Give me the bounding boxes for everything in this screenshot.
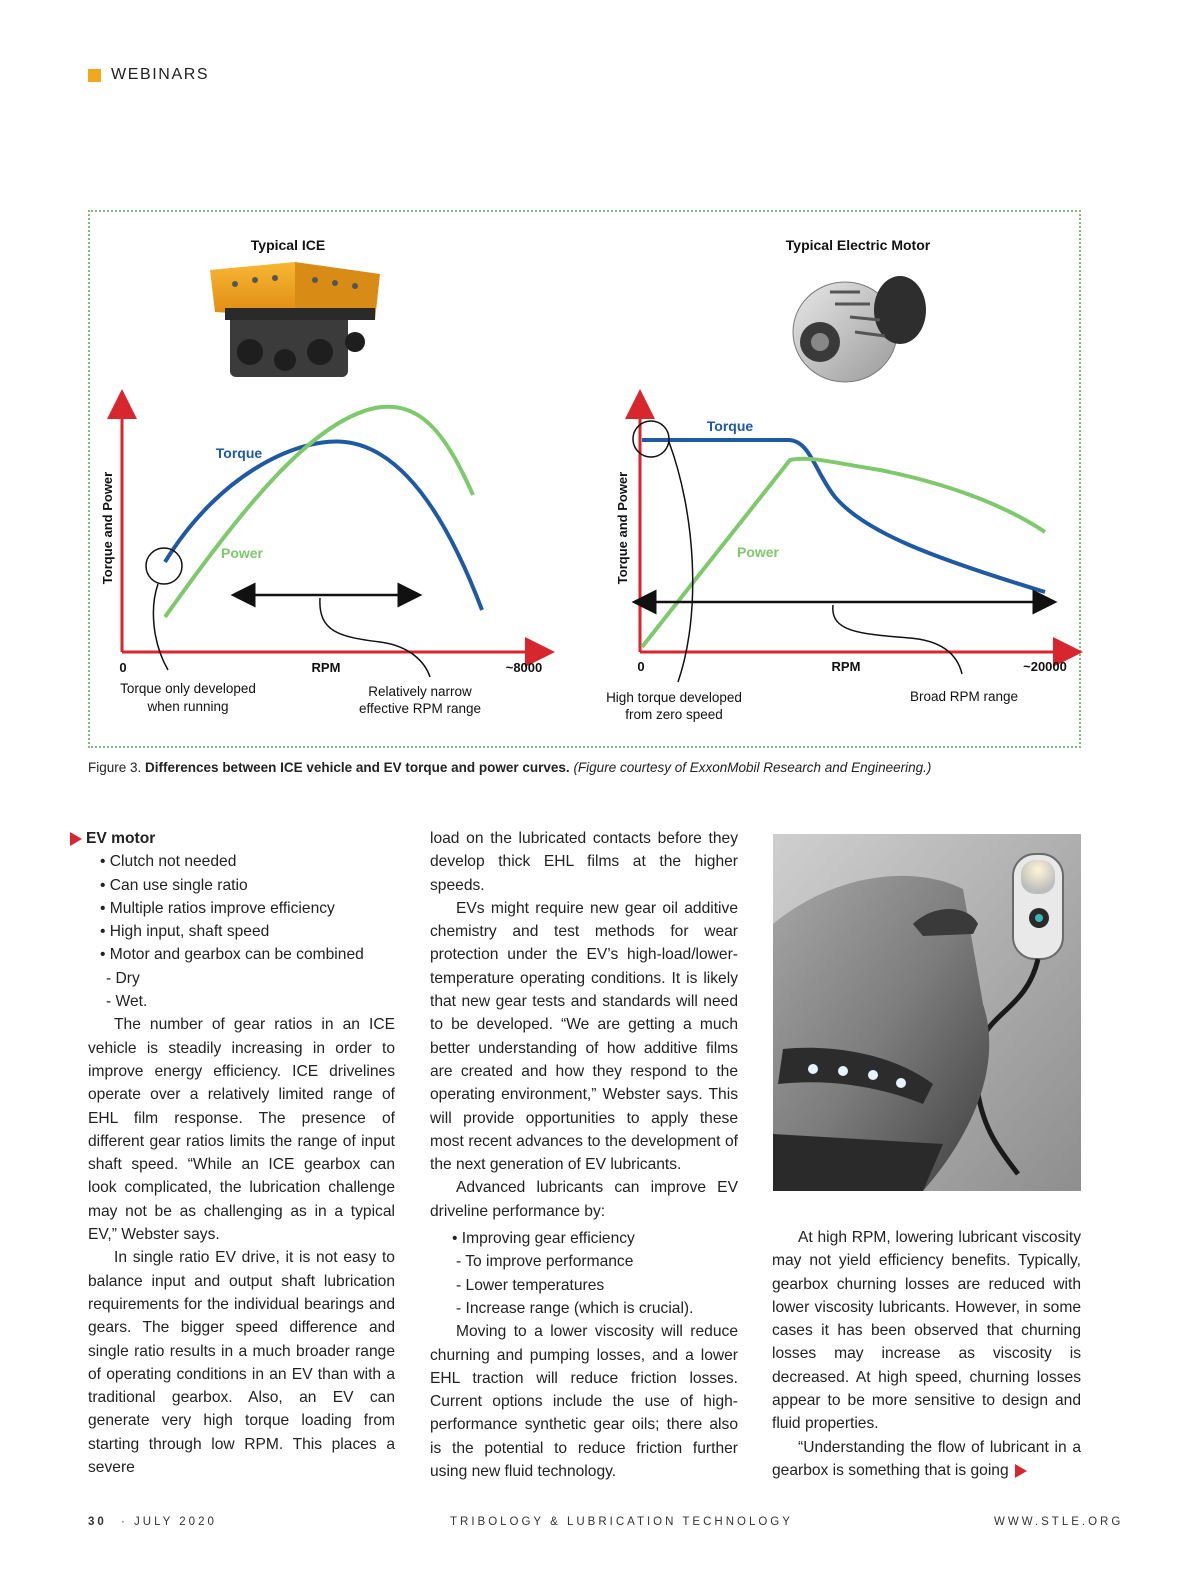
red-triangle-icon [70,832,82,846]
caption-credit: (Figure courtesy of ExxonMobil Research and Engineering.) [573,760,932,775]
ice-torque-curve [165,442,482,610]
footer-magazine: TRIBOLOGY & LUBRICATION TECHNOLOGY [450,1516,793,1528]
ice-torque-label: Torque [215,445,263,461]
ev-note2: Broad RPM range [909,689,1019,704]
paragraph: In single ratio EV drive, it is not easy to balance input and output shaft lubrication requirements for the individual bearings and gears. The bigger speed difference and single ratio results in a much broader range of operating conditions in an EV than with a traditional gearbox. Also, an EV can generate very high torque loading from starting through low RPM. This places a severe [88,1249,395,1477]
figure-caption [88,760,1088,775]
list-item: • Clutch not needed [100,853,237,871]
paragraph: The number of gear ratios in an ICE vehicle is steadily increasing in order to improve energy efficiency. ICE drivelines operate over a relatively limited range of EHL film response. The presence of different gear ratios limits the range of input shaft speed. “While an ICE gearbox can look complicated, the lubrication challenge may not be as challenging as in a typical EV,” Webster says. [88,1016,395,1244]
ev-power-curve [642,459,1045,647]
paragraph: “Understanding the flow of lubricant in a gearbox is something that is going [772,1438,1081,1479]
list-item: • High input, shaft speed [100,923,270,941]
ev-torque-label: Torque [706,418,754,434]
paragraph: At high RPM, lowering lubricant viscosity may not yield efficiency benefits. Typically, gearbox churning losses are reduced with lower viscosity lubricants. However, in some cases it has been observed that churning losses may increase as viscosity is decreased. At high speed, churning losses appear to be more sensitive to design and fluid properties. [772,1229,1081,1433]
engine-image [210,262,380,377]
ice-chart [100,404,542,716]
paragraph: Advanced lubricants can improve EV driveline performance by: [430,1179,738,1220]
column-3 [772,1226,1081,1482]
ice-note1-line2: when running [147,699,229,714]
ev-title: Typical Electric Motor [785,237,931,253]
electric-motor-image [793,276,926,382]
ev-x-axis-label: RPM [831,659,861,674]
figure-diagram [90,212,1083,750]
list-item: • Can use single ratio [100,876,248,894]
section-label: WEBINARS [111,66,210,83]
ev-motor-heading: EV motor [70,827,395,850]
ice-note2-line1: Relatively narrow [368,684,472,699]
paragraph: EVs might require new gear oil additive chemistry and test methods for wear protection under the EV’s high-load/lower-temperature operating conditions. It is likely that new gear tests and standards will need to be developed. “We are getting a much better understanding of how additive films are created and how they respond to the operating environment,” Webster says. This will provide opportunities to apply these most recent advances to the development of the next generation of EV lubricants. [430,899,738,1174]
list-item: - Wet. [106,993,148,1011]
list-item: - To improve performance [456,1253,634,1271]
ev-x-min: 0 [637,659,645,674]
paragraph: Moving to a lower viscosity will reduce churning and pumping losses, and a lower EHL traction will reduce friction losses. Current options include the use of high-performance synthetic gear oils; there also is the potential to reduce friction further using new fluid technology. [430,1323,738,1481]
ice-x-max: ~8000 [505,660,543,675]
column-1 [88,827,395,1479]
footer-url: WWW.STLE.ORG [994,1516,1124,1528]
column-2 [430,827,738,1483]
ice-note2-line2: effective RPM range [358,701,482,716]
ice-y-axis-label: Torque and Power [100,471,115,585]
list-item: • Motor and gearbox can be combined [100,946,364,964]
caption-title: Differences between ICE vehicle and EV torque and power curves. [145,760,570,775]
caption-prefix: Figure 3. [88,760,146,775]
ice-power-label: Power [220,545,264,561]
issue-date: · JULY 2020 [121,1516,217,1528]
ice-power-curve [165,407,473,617]
list-item: • Multiple ratios improve efficiency [100,899,335,917]
ice-note1-line1: Torque only developed [120,681,256,696]
list-item: • Improving gear efficiency [452,1230,635,1248]
ev-note1-line1: High torque developed [606,690,742,705]
continue-arrow-icon [1015,1464,1027,1478]
list-item: - Increase range (which is crucial). [456,1299,694,1317]
figure-box [88,210,1081,748]
list-item: - Lower temperatures [456,1276,605,1294]
paragraph: load on the lubricated contacts before they develop thick EHL films at the higher speeds. [430,830,738,894]
section-marker-icon [88,69,101,82]
ev-charging-photo [773,834,1081,1191]
ev-power-label: Power [736,544,780,560]
ev-note1-line2: from zero speed [625,707,723,722]
section-tag [88,66,209,84]
ice-torque-circle [146,548,182,584]
footer-left [88,1516,217,1528]
list-item: - Dry [106,969,140,987]
ice-title: Typical ICE [250,237,326,253]
ice-x-axis-label: RPM [311,660,341,675]
ev-x-max: ~20000 [1023,659,1067,674]
page-number: 30 [88,1516,107,1528]
ev-chart [606,404,1068,722]
ev-y-axis-label: Torque and Power [615,471,630,585]
ice-x-min: 0 [119,660,127,675]
